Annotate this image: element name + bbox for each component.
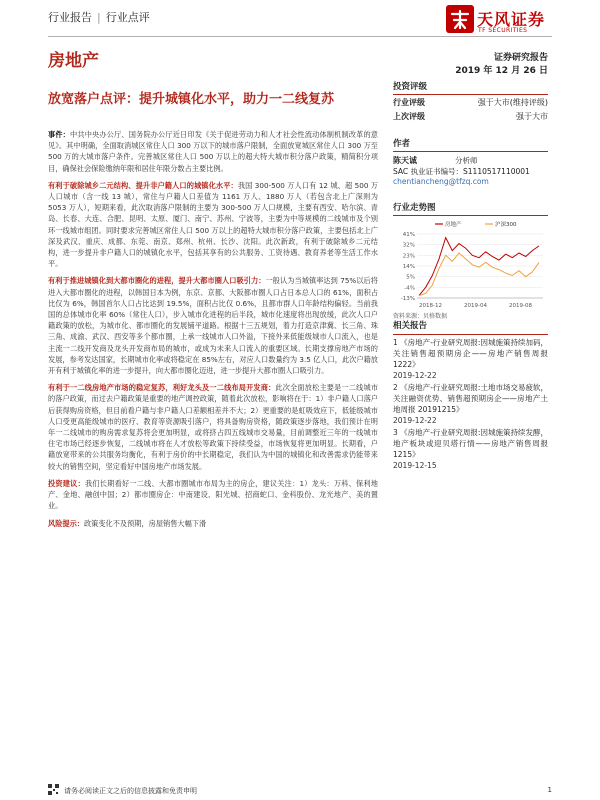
paragraph-2	[48, 275, 378, 376]
chart-ytick-label: 5%	[406, 274, 415, 281]
related-reports-title: 相关报告	[393, 321, 548, 335]
disclaimer-text: 请务必阅读正文之后的信息披露和免责申明	[64, 787, 197, 795]
paragraph-5-text: 政策变化不及预期，房屋销售大幅下滑	[83, 518, 207, 528]
paragraph-4-text: 我们长期看好一二线、大都市圈城市布局为主的房企，建议关注：1）龙头：万科、保利地产、金地、融创中国；2）都市圈房企：中南建设、阳光城、招商蛇口、金科股份、龙光地产、美的置业。	[48, 478, 378, 511]
related-item-num: 1	[393, 338, 398, 347]
industry-rating-row	[393, 95, 548, 109]
chart-legend-label: 沪深300	[495, 222, 517, 228]
paragraph-4	[48, 478, 378, 512]
industry-rating-label: 行业评级	[393, 98, 425, 107]
chart-svg	[393, 216, 548, 314]
author-section-title: 作者	[393, 137, 548, 152]
paragraph-3-text: 此次全面放松主要是一二线城市的落户政策，而过去户籍政策是重要的地产调控政策，随着此次放松，影响将在于：1）非户籍人口落户后获得购房资格，但目前看户籍与非户籍人口差额相差并不大；2）更重要的是虹吸效应下，低能级城市人口受更高能级城市的医疗、教育等资源吸引落户，将具备购房资格，随政策逐步落地，我们预计在明年一二线城市的购房需求复苏将会更加明显，或将挤占四五线城市交易量，目前调整近三年的一线城市住宅市场已经逐步恢复，二线城市将在人才放松等政策下持续受益，市场恢复将更加明显。长期看，户籍放宽带来的公共服务均衡化，有利于房价的中长期稳定，我们认为中国的城镇化和改善需求仍能带来较大的销售空间，坚定看好中国房地产市场发展。	[48, 383, 378, 471]
event-lead: 事件：	[48, 130, 71, 139]
paragraph-5-lead: 风险提示：	[48, 518, 84, 528]
related-item-date: 2019-12-22	[393, 416, 437, 425]
related-item-num: 3	[393, 428, 398, 437]
related-item-1[interactable]	[393, 337, 548, 381]
last-rating-label: 上次评级	[393, 112, 425, 121]
chart-ytick-label: 23%	[402, 253, 415, 260]
chart-ytick-label: 41%	[402, 232, 415, 238]
report-body	[48, 129, 378, 534]
related-item-num: 2	[393, 383, 398, 392]
logo-icon	[446, 5, 474, 33]
qr-code-icon	[48, 784, 59, 795]
header-divider	[48, 36, 552, 37]
last-rating-value: 强于大市	[516, 112, 548, 121]
logo-text-cn: 天风证券	[477, 10, 546, 29]
report-date: 2019 年 12 月 26 日	[455, 66, 548, 76]
report-category-2: 行业点评	[105, 11, 150, 24]
related-item-date: 2019-12-22	[393, 371, 437, 380]
paragraph-1	[48, 180, 378, 270]
chart-xtick-label: 2019-04	[464, 303, 487, 309]
paragraph-2-text: 一般认为当城镇率达到 75%以后将进入大都市圈化的进程，以韩国日本为例，东京、京都、大阪都市圈人口占日本总人口的 61%，面积占比仅为 6%，韩国首尔人口占比达到 19.5%，面积占比仅 0.6%，且都市群人口年龄结构偏轻。当前我国的总体城市化率 60%（常住人口），步入城市化进程的后半段，城市化速度将出现放缓，此次人口户籍政策的放松，为城市化、都市圈化的发展铺平道路。根据十三五规划，着力打造京津冀、长三角、珠三角、成渝、武汉、西安等多个都市圈，上承一线城市人口外溢，下接外来低能级城市人口流入，也是主流一二线开发商及龙头开发商布局的城市，或成为未来人口流入的重要区域。长期支撑房地产市场的发展，参考发达国家，长期城市化率或将稳定在 85%左右，对应人口数量约为 3.5 亿人口，此次户籍放开有利于城镇化率的进一步提升，向大都市圈化迈进，进一步提升大都市圈人口吸引力。	[48, 276, 378, 376]
industry-name: 房地产	[48, 51, 99, 71]
logo-text-en: TF SECURITIES	[478, 27, 528, 34]
author-name: 陈天诚	[393, 156, 417, 165]
chart-ytick-label: 14%	[402, 264, 415, 270]
industry-rating-value: 强于大市(维持评级)	[477, 98, 548, 107]
related-item-text: 《房地产-行业研究周报:因城施策持续加码，关注销售超预期房企——房地产销售周报 1222》	[393, 338, 548, 369]
rating-section-title: 投资评级	[393, 80, 548, 95]
paragraph-5	[48, 518, 378, 529]
page-number: 1	[547, 786, 552, 794]
trend-chart	[393, 201, 548, 315]
report-category	[48, 9, 150, 25]
related-item-text: 《房地产-行业研究周报:因城施策持续发酵，地产板块或迎贝塔行情——房地产销售周报 1215》	[393, 428, 548, 459]
report-title: 放宽落户点评：提升城镇化水平，助力一二线复苏	[48, 92, 335, 107]
author-sac: SAC 执业证书编号：S1110517110001	[393, 166, 530, 176]
related-item-3[interactable]	[393, 427, 548, 471]
related-item-date: 2019-12-15	[393, 461, 437, 470]
author-email[interactable]: chentiancheng@tfzq.com	[393, 177, 489, 186]
chart-ytick-label: -13%	[400, 296, 415, 302]
report-type: 证券研究报告	[493, 53, 548, 63]
sidebar	[393, 80, 548, 188]
paragraph-1-text: 我国 300-500 万人口有 12 城、超 500 万人口城市（含一线 13 城），常住与户籍人口差值为 1161 万人、1880 万人（若包含北上广深则为 5053 万人），短期来看，此次取消落户限制的主要为 300-500 万人口规模，主要有西安、哈尔滨、青岛、长春、大连、合肥、昆明、太原、厦门、南宁、苏州、宁波等，主要为中等规模的二线城市及个别环一线城市组团。同时要求完善城区常住人口 500 万以上的超特大城市积分落户政策，主要包括北上广深及武汉、重庆、成都、东莞、南京、郑州、杭州、长沙、沈阳。此次新政，有利于破除城乡二元结构，进一步提升非户籍人口的城镇化水平，包括其享有的公共服务、工资待遇、教育养老等生活工作水平。	[48, 180, 378, 269]
paragraph-1-lead: 有利于破除城乡二元结构、提升非户籍人口的城镇化水平：	[48, 180, 238, 190]
chart-ytick-label: 32%	[402, 242, 415, 249]
author-info	[393, 156, 548, 188]
company-logo	[446, 4, 556, 38]
paragraph-2-lead: 有利于推进城镇化到大都市圈化的进程，提升大都市圈人口吸引力：	[48, 276, 266, 286]
chart-xtick-label: 2019-08	[509, 303, 532, 309]
chart-title: 行业走势图	[393, 201, 548, 216]
paragraph-4-lead: 投资建议：	[48, 478, 85, 488]
related-item-2[interactable]	[393, 382, 548, 426]
last-rating-row	[393, 109, 548, 123]
chart-series-line	[419, 253, 539, 296]
related-item-text: 《房地产-行业研究周报:土地市场交易疲软，关注融资优势、销售超预期房企——房地产土地周报 20191215》	[393, 383, 548, 414]
chart-ytick-label: -4%	[404, 285, 415, 292]
related-reports	[393, 321, 548, 471]
report-category-1: 行业报告	[48, 11, 92, 24]
paragraph-3-lead: 有利于一二线房地产市场的稳定复苏，利好龙头及一二线布局开发商：	[48, 383, 276, 393]
author-role: 分析师	[455, 156, 478, 165]
chart-source: 资料来源：贝格数据	[393, 313, 448, 320]
chart-xtick-label: 2018-12	[419, 303, 442, 309]
paragraph-3	[48, 382, 378, 472]
category-separator: |	[97, 11, 101, 24]
event-text: 中共中央办公厅、国务院办公厅近日印发《关于促进劳动力和人才社会性流动体制机制改革的意见》。其中明确，全面取消城区常住人口 300 万以下的城市落户限制，全面放宽城区常住人口 300 万至 500 万的大城市落户条件。完善城区常住人口 500 万以上的超大特大城市积分落户政策，精简积分项目，确保社会保险缴纳年限和居住年限分数占主要比例。	[48, 130, 378, 173]
chart-legend-label: 房地产	[445, 222, 462, 228]
event-paragraph	[48, 129, 378, 174]
